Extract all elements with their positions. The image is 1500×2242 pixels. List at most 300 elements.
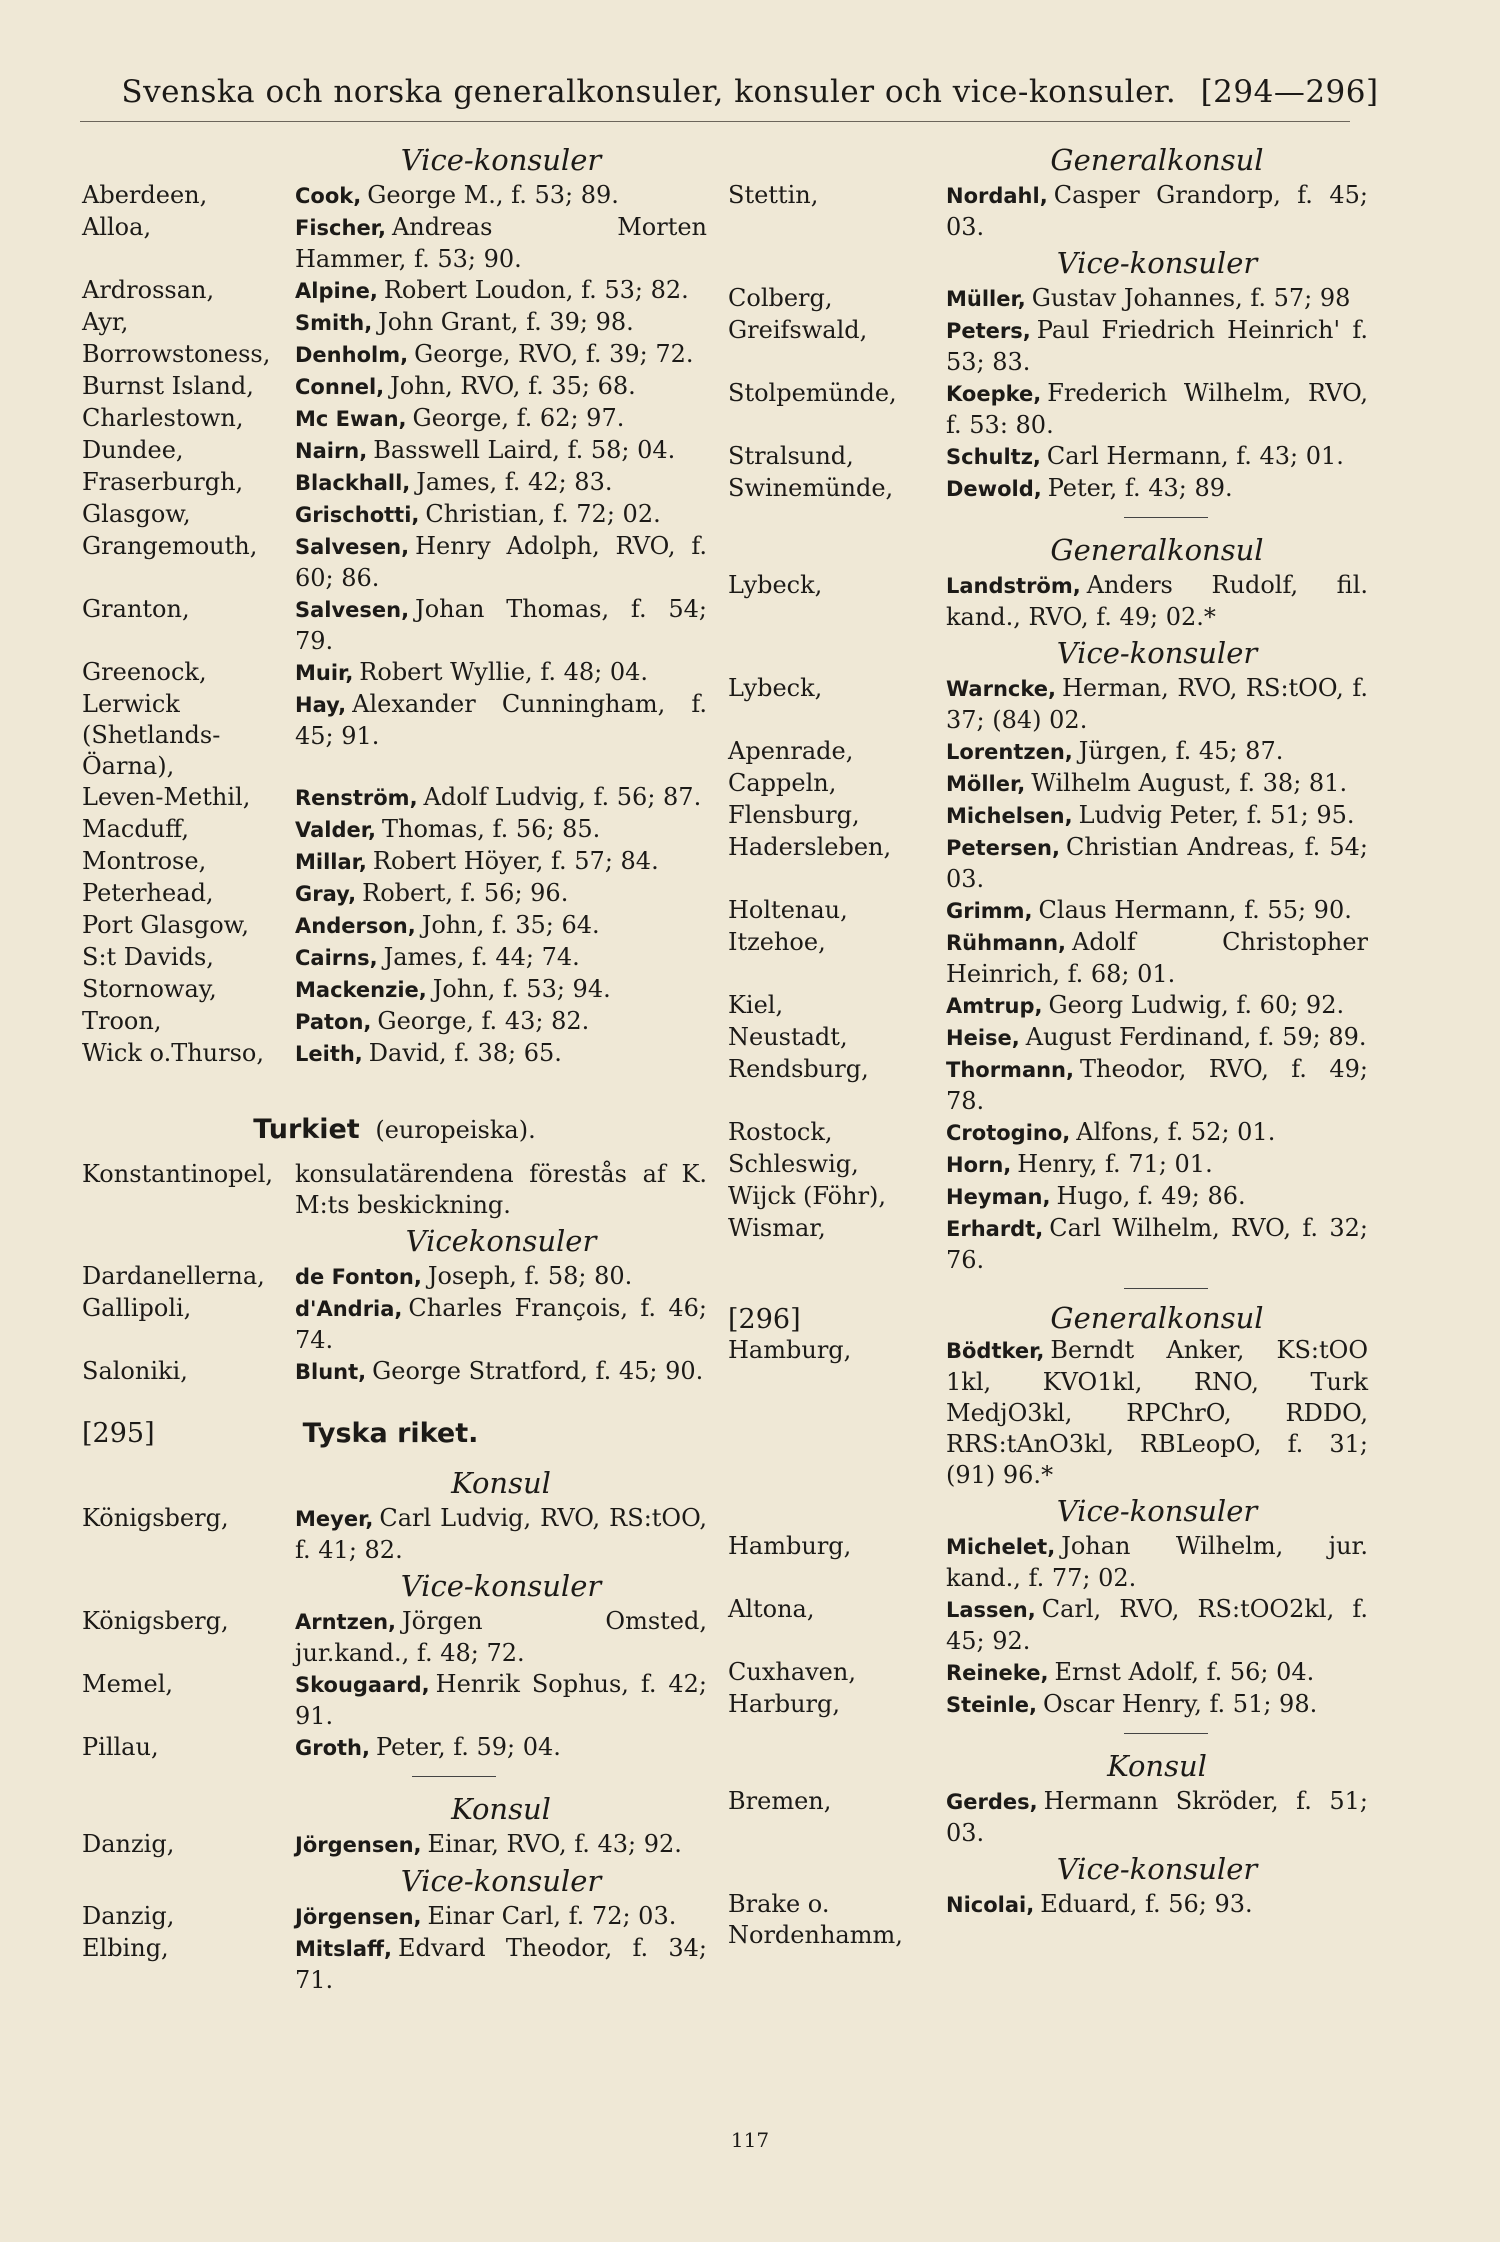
- country-name: Turkiet: [253, 1114, 360, 1145]
- entry-details: John, RVO, f. 35; 68.: [390, 372, 636, 400]
- consul-entry: [728, 1786, 1368, 1849]
- entry-details: August Ferdinand, f. 59; 89.: [1025, 1023, 1367, 1051]
- entry-surname: Landström,: [946, 574, 1081, 598]
- entry-person: [295, 814, 707, 846]
- entry-details: Peter, f. 43; 89.: [1047, 474, 1233, 502]
- entry-surname: Cook,: [295, 184, 362, 208]
- entry-person: [295, 594, 707, 657]
- page-reference: [296]: [728, 1304, 801, 1335]
- entry-row: [728, 990, 1368, 1022]
- entry-place: Greifswald,: [728, 316, 868, 344]
- entry-person: [295, 1933, 707, 1996]
- entry-person: [295, 1503, 707, 1566]
- entry-details: George, f. 43; 82.: [377, 1007, 590, 1035]
- entry-person: [295, 878, 707, 910]
- entry-surname: Rühmann,: [946, 931, 1067, 955]
- separator-rule: [1124, 1733, 1208, 1734]
- entry-row: [82, 1829, 707, 1861]
- section-heading: Konsul: [451, 1466, 551, 1500]
- entry-person: [946, 1689, 1368, 1721]
- entry-place: Dardanellerna,: [82, 1262, 265, 1290]
- entry-surname: Müller,: [946, 287, 1026, 311]
- entry-surname: Mc Ewan,: [295, 407, 407, 431]
- entry-surname: Nordahl,: [946, 184, 1048, 208]
- entry-place: Gallipoli,: [82, 1294, 192, 1322]
- entry-place: Cuxhaven,: [728, 1658, 856, 1686]
- entry-details: Berndt Anker, KS:tOO 1kl, KVO1kl, RNO, Turk MedjO3kl, RPChrO, RDDO, RRS:tAnO3kl, RBLeopO, f. 31; (91) 96.*: [946, 1336, 1368, 1489]
- entry-person: [295, 1829, 707, 1861]
- consul-general-entry: [728, 180, 1368, 243]
- entry-place: Rendsburg,: [728, 1055, 869, 1083]
- entry-details: Einar, RVO, f. 43; 92.: [427, 1830, 682, 1858]
- entry-details: Hugo, f. 49; 86.: [1056, 1182, 1246, 1210]
- entry-row: [728, 800, 1368, 832]
- entry-details: Jürgen, f. 45; 87.: [1078, 737, 1284, 765]
- entry-details: Thomas, f. 56; 85.: [382, 815, 601, 843]
- entry-person: [295, 403, 707, 435]
- entry-person: [295, 371, 707, 403]
- entry-details: Basswell Laird, f. 58; 04.: [373, 436, 676, 464]
- entry-details: Christian Andreas, f. 54; 03.: [946, 833, 1368, 893]
- entry-row: [728, 895, 1368, 927]
- section-heading: Konsul: [1107, 1749, 1207, 1783]
- entry-row: [82, 1356, 707, 1388]
- entry-surname: Muir,: [295, 661, 354, 685]
- entry-details: Robert, f. 56; 96.: [362, 879, 569, 907]
- entry-surname: Grimm,: [946, 899, 1033, 923]
- entry-row: [728, 832, 1368, 895]
- entry-person: [946, 180, 1368, 243]
- entry-row: [728, 927, 1368, 990]
- entry-person: [295, 1669, 707, 1732]
- entry-surname: Groth,: [295, 1736, 370, 1760]
- entry-person: [946, 283, 1368, 315]
- entry-place: Port Glasgow,: [82, 911, 249, 939]
- entry-row: [82, 594, 707, 657]
- entry-place: Stralsund,: [728, 442, 854, 470]
- entry-person: [295, 1901, 707, 1933]
- entry-surname: Michelet,: [946, 1535, 1056, 1559]
- header-title: Svenska och norska generalkonsuler, konsuler och vice-konsuler.: [121, 74, 1177, 110]
- entry-details: George Stratford, f. 45; 90.: [372, 1357, 704, 1385]
- entry-surname: Cairns,: [295, 946, 378, 970]
- entry-person: [295, 499, 707, 531]
- section-heading: Vice-konsuler: [1056, 1852, 1258, 1886]
- entry-surname: Salvesen,: [295, 598, 410, 622]
- section-heading: Vice-konsuler: [1056, 246, 1258, 280]
- stettin-vice-consul-list: [728, 283, 1368, 505]
- entry-person: [946, 1149, 1368, 1181]
- entry-row: [82, 846, 707, 878]
- entry-place: Stolpemünde,: [728, 379, 897, 407]
- turkey-vice-consul-list: [82, 1261, 707, 1388]
- entry-place: Cappeln,: [728, 769, 837, 797]
- entry-person: [946, 1531, 1368, 1594]
- entry-details: George, f. 62; 97.: [412, 404, 625, 432]
- entry-row: [82, 1732, 707, 1764]
- entry-note: konsulatärendena förestås af K. M:ts beskickning.: [295, 1160, 707, 1219]
- entry-surname: Gray,: [295, 882, 357, 906]
- entry-person: [946, 1786, 1368, 1849]
- separator-rule: [1124, 517, 1208, 518]
- entry-row: [82, 910, 707, 942]
- entry-details: Claus Hermann, f. 55; 90.: [1038, 896, 1352, 924]
- entry-person: [295, 531, 707, 594]
- right-column: [728, 140, 1368, 1951]
- entry-person: [946, 736, 1368, 768]
- entry-row: [82, 467, 707, 499]
- entry-place: Troon,: [82, 1007, 162, 1035]
- entry-place: Danzig,: [82, 1830, 175, 1858]
- entry-surname: Jörgensen,: [295, 1905, 422, 1929]
- entry-row: [82, 1503, 707, 1566]
- entry-details: John Grant, f. 39; 98.: [378, 308, 634, 336]
- entry-row: [728, 1889, 1368, 1951]
- section-heading: Vice-konsuler: [1056, 1494, 1258, 1528]
- entry-surname: Koepke,: [946, 382, 1042, 406]
- entry-details: Oscar Henry, f. 51; 98.: [1042, 1690, 1318, 1718]
- entry-row: [728, 768, 1368, 800]
- entry-place: Leven-Methil,: [82, 783, 251, 811]
- entry-place: Charlestown,: [82, 404, 244, 432]
- section-heading: Vice-konsuler: [400, 143, 602, 177]
- entry-surname: Arntzen,: [295, 1610, 396, 1634]
- country-name: Tyska riket.: [302, 1418, 479, 1449]
- entry-details: Eduard, f. 56; 93.: [1040, 1890, 1253, 1918]
- entry-row: [728, 315, 1368, 378]
- consul-general-entry: [728, 570, 1368, 633]
- entry-row: [82, 814, 707, 846]
- entry-person: [295, 1356, 707, 1388]
- entry-row: [82, 212, 707, 275]
- entry-surname: Blunt,: [295, 1360, 367, 1384]
- entry-details: Carl Hermann, f. 43; 01.: [1046, 442, 1344, 470]
- entry-person: [946, 1117, 1368, 1149]
- entry-person: [946, 1054, 1368, 1117]
- entry-place: Kiel,: [728, 991, 784, 1019]
- entry-place: Pillau,: [82, 1733, 159, 1761]
- entry-person: [946, 895, 1368, 927]
- entry-place: Montrose,: [82, 847, 207, 875]
- entry-row: [728, 1594, 1368, 1657]
- entry-surname: Heise,: [946, 1026, 1020, 1050]
- entry-details: Henry, f. 71; 01.: [1017, 1150, 1213, 1178]
- entry-place: Lybeck,: [728, 571, 823, 599]
- entry-place: Memel,: [82, 1670, 174, 1698]
- entry-surname: Gerdes,: [946, 1790, 1038, 1814]
- country-heading-germany: [82, 1418, 707, 1449]
- entry-row: [728, 570, 1368, 633]
- entry-details: Ludvig Peter, f. 51; 95.: [1078, 801, 1355, 829]
- entry-surname: Heyman,: [946, 1185, 1051, 1209]
- entry-place: Stettin,: [728, 181, 819, 209]
- entry-row: [728, 473, 1368, 505]
- entry-surname: Renström,: [295, 786, 418, 810]
- entry-surname: Horn,: [946, 1153, 1012, 1177]
- entry-person: [946, 315, 1368, 378]
- entry-details: Andreas Morten Hammer, f. 53; 90.: [295, 213, 707, 273]
- entry-place: Fraserburgh,: [82, 468, 244, 496]
- entry-surname: Alpine,: [295, 279, 378, 303]
- entry-row: [82, 974, 707, 1006]
- entry-row: [82, 1006, 707, 1038]
- entry-person: [295, 1261, 707, 1293]
- entry-person: [946, 1335, 1368, 1491]
- entry-place: S:t Davids,: [82, 943, 214, 971]
- entry-details: Georg Ludwig, f. 60; 92.: [1048, 991, 1345, 1019]
- entry-place: Hamburg,: [728, 1532, 852, 1560]
- entry-place: Königsberg,: [82, 1504, 229, 1532]
- entry-row: [728, 441, 1368, 473]
- entry-row: [82, 1159, 707, 1221]
- page-number: 117: [730, 2128, 770, 2152]
- entry-details: James, f. 44; 74.: [383, 943, 580, 971]
- entry-row: [728, 1657, 1368, 1689]
- entry-person: [295, 657, 707, 689]
- entry-person: [946, 441, 1368, 473]
- entry-person: [295, 339, 707, 371]
- entry-place: Altona,: [728, 1595, 815, 1623]
- section-heading: Generalkonsul: [1050, 1301, 1264, 1335]
- entry-person: [946, 570, 1368, 633]
- consul-entry: [728, 1889, 1368, 1951]
- entry-person: [295, 275, 707, 307]
- entry-place: Glasgow,: [82, 500, 191, 528]
- entry-place: Bremen,: [728, 1787, 832, 1815]
- entry-row: [728, 736, 1368, 768]
- entry-person: [946, 768, 1368, 800]
- entry-place: Apenrade,: [728, 737, 854, 765]
- entry-person: [946, 832, 1368, 895]
- entry-surname: Nicolai,: [946, 1893, 1035, 1917]
- entry-place: Stornoway,: [82, 975, 217, 1003]
- entry-person: [295, 974, 707, 1006]
- entry-surname: Anderson,: [295, 914, 416, 938]
- entry-surname: Dewold,: [946, 477, 1042, 501]
- entry-surname: Fischer,: [295, 216, 386, 240]
- entry-row: [82, 1669, 707, 1732]
- section-heading: Vice-konsuler: [400, 1864, 602, 1898]
- entry-details: Adolf Ludvig, f. 56; 87.: [423, 783, 702, 811]
- entry-details: Carl Ludvig, RVO, RS:tOO, f. 41; 82.: [295, 1504, 707, 1564]
- left-column: [82, 140, 707, 1996]
- entry-person: [295, 782, 707, 814]
- entry-row: [82, 371, 707, 403]
- entry-details: Edvard Theodor, f. 34; 71.: [295, 1934, 707, 1994]
- entry-row: [82, 435, 707, 467]
- section-heading: Generalkonsul: [1050, 533, 1264, 567]
- entry-details: Paul Friedrich Heinrich' f. 53; 83.: [946, 316, 1368, 376]
- entry-details: Joseph, f. 58; 80.: [427, 1262, 633, 1290]
- entry-row: [728, 1689, 1368, 1721]
- entry-surname: de Fonton,: [295, 1265, 422, 1289]
- danzig-vice-consul-list: [82, 1901, 707, 1996]
- entry-place: Wismar,: [728, 1214, 826, 1242]
- entry-person: [946, 800, 1368, 832]
- entry-surname: Connel,: [295, 375, 385, 399]
- entry-details: Wilhelm August, f. 38; 81.: [1031, 769, 1348, 797]
- entry-surname: Warncke,: [946, 677, 1056, 701]
- entry-row: [82, 1038, 707, 1070]
- page-reference: [295]: [82, 1418, 155, 1449]
- entry-surname: Möller,: [946, 772, 1026, 796]
- entry-surname: Mackenzie,: [295, 978, 427, 1002]
- entry-place: Rostock,: [728, 1118, 833, 1146]
- entry-person: [946, 473, 1368, 505]
- entry-row: [82, 942, 707, 974]
- section-heading-hamburg: [728, 1301, 1368, 1335]
- entry-details: Johan Wilhelm, jur. kand., f. 77; 02.: [946, 1532, 1368, 1592]
- entry-details: Casper Grandorp, f. 45; 03.: [946, 181, 1368, 241]
- section-heading: Vicekonsuler: [405, 1224, 597, 1258]
- entry-place: Macduff,: [82, 815, 189, 843]
- entry-details: Christian, f. 72; 02.: [425, 500, 661, 528]
- entry-place: Borrowstoness,: [82, 340, 271, 368]
- entry-row: [728, 1022, 1368, 1054]
- german-vice-consul-list: [82, 1606, 707, 1764]
- entry-place: Dundee,: [82, 436, 184, 464]
- running-head: [0, 74, 1500, 110]
- entry-details: Adolf Christopher Heinrich, f. 68; 01.: [946, 928, 1368, 988]
- entry-place: Alloa,: [82, 213, 152, 241]
- entry-surname: Mitslaff,: [295, 1937, 392, 1961]
- entry-person: [295, 180, 707, 212]
- entry-person: [946, 990, 1368, 1022]
- entry-details: George, RVO, f. 39; 72.: [414, 340, 694, 368]
- entry-place: Colberg,: [728, 284, 833, 312]
- entry-row: [82, 531, 707, 594]
- entry-surname: Thormann,: [946, 1058, 1074, 1082]
- entry-place: Königsberg,: [82, 1607, 229, 1635]
- entry-row: [82, 782, 707, 814]
- consul-entry: [82, 1503, 707, 1566]
- entry-person: [946, 1594, 1368, 1657]
- section-heading: Generalkonsul: [1050, 143, 1264, 177]
- entry-place: Lybeck,: [728, 674, 823, 702]
- entry-surname: Skougaard,: [295, 1673, 430, 1697]
- entry-surname: Hay,: [295, 693, 347, 717]
- country-subtitle: (europeiska).: [375, 1116, 536, 1144]
- entry-row: [82, 339, 707, 371]
- entry-row: [728, 180, 1368, 243]
- entry-person: [946, 1022, 1368, 1054]
- uk-vice-consul-list: [82, 180, 707, 1070]
- entry-place: Wijck (Föhr),: [728, 1182, 887, 1210]
- entry-row: [82, 1261, 707, 1293]
- entry-details: Frederich Wilhelm, RVO, f. 53: 80.: [946, 379, 1368, 439]
- entry-surname: Meyer,: [295, 1507, 374, 1531]
- entry-row: [728, 283, 1368, 315]
- entry-row: [82, 180, 707, 212]
- entry-place: Flensburg,: [728, 801, 860, 829]
- entry-row: [82, 499, 707, 531]
- entry-person: [295, 1732, 707, 1764]
- entry-place: Itzehoe,: [728, 928, 826, 956]
- entry-details: Charles François, f. 46; 74.: [295, 1294, 707, 1354]
- entry-details: Henry Adolph, RVO, f. 60; 86.: [295, 532, 707, 592]
- entry-details: Jörgen Omsted, jur.kand., f. 48; 72.: [295, 1607, 707, 1667]
- entry-details: Ernst Adolf, f. 56; 04.: [1054, 1658, 1315, 1686]
- entry-row: [82, 307, 707, 339]
- entry-person: [946, 927, 1368, 990]
- entry-details: Carl Wilhelm, RVO, f. 32; 76.: [946, 1214, 1368, 1274]
- entry-details: Robert Wyllie, f. 48; 04.: [359, 658, 649, 686]
- entry-surname: Nairn,: [295, 439, 368, 463]
- country-heading-turkey: [82, 1114, 707, 1145]
- entry-details: Herman, RVO, RS:tOO, f. 37; (84) 02.: [946, 674, 1368, 734]
- entry-details: George M., f. 53; 89.: [367, 181, 619, 209]
- entry-row: [82, 275, 707, 307]
- consul-entry: [82, 1829, 707, 1861]
- hamburg-vice-consul-list: [728, 1531, 1368, 1721]
- entry-surname: Lassen,: [946, 1598, 1036, 1622]
- entry-person: [946, 673, 1368, 736]
- entry-place: Elbing,: [82, 1934, 169, 1962]
- lybeck-vice-consul-list: [728, 673, 1368, 1276]
- entry-person: [295, 1293, 707, 1356]
- entry-person: [295, 212, 707, 275]
- entry-details: Johan Thomas, f. 54; 79.: [295, 595, 707, 655]
- entry-person: [295, 942, 707, 974]
- entry-row: [82, 1293, 707, 1356]
- entry-person: [295, 307, 707, 339]
- entry-person: [295, 435, 707, 467]
- entry-person: [946, 1181, 1368, 1213]
- entry-place: Ardrossan,: [82, 276, 215, 304]
- entry-details: John, f. 35; 64.: [421, 911, 600, 939]
- entry-details: Peter, f. 59; 04.: [376, 1733, 561, 1761]
- entry-surname: Schultz,: [946, 445, 1041, 469]
- entry-place: Granton,: [82, 595, 190, 623]
- entry-place: Brake o. Nordenhamm,: [728, 1890, 903, 1949]
- entry-place: Swinemünde,: [728, 474, 894, 502]
- entry-person: [295, 846, 707, 878]
- entry-place: Aberdeen,: [82, 181, 208, 209]
- section-heading: Vice-konsuler: [400, 1569, 602, 1603]
- entry-details: Anders Rudolf, fil. kand., RVO, f. 49; 02.*: [946, 571, 1368, 631]
- entry-surname: Petersen,: [946, 836, 1060, 860]
- entry-row: [728, 378, 1368, 441]
- entry-person: [295, 1606, 707, 1669]
- entry-surname: Amtrup,: [946, 994, 1043, 1018]
- entry-row: [82, 1901, 707, 1933]
- entry-place: Grangemouth,: [82, 532, 258, 560]
- entry-details: John, f. 53; 94.: [432, 975, 611, 1003]
- section-heading: Vice-konsuler: [1056, 636, 1258, 670]
- entry-place: Hamburg,: [728, 1336, 852, 1364]
- entry-row: [728, 1117, 1368, 1149]
- entry-details: Einar Carl, f. 72; 03.: [427, 1902, 677, 1930]
- entry-person: [295, 689, 707, 752]
- entry-details: Alfons, f. 52; 01.: [1076, 1118, 1276, 1146]
- entry-details: James, f. 42; 83.: [416, 468, 613, 496]
- entry-row: [728, 1213, 1368, 1276]
- entry-place: Saloniki,: [82, 1357, 188, 1385]
- entry-row: [82, 1933, 707, 1996]
- entry-surname: Valder,: [295, 818, 376, 842]
- entry-row: [82, 657, 707, 689]
- header-rule: [80, 121, 1350, 122]
- header-page-range: [294—296]: [1200, 74, 1379, 110]
- entry-person: [295, 910, 707, 942]
- entry-surname: Lorentzen,: [946, 740, 1073, 764]
- entry-place: Neustadt,: [728, 1023, 848, 1051]
- entry-details: Robert Loudon, f. 53; 82.: [383, 276, 689, 304]
- entry-surname: Smith,: [295, 311, 373, 335]
- entry-surname: Salvesen,: [295, 535, 410, 559]
- entry-place: Burnst Island,: [82, 372, 254, 400]
- entry-person: [946, 1213, 1368, 1276]
